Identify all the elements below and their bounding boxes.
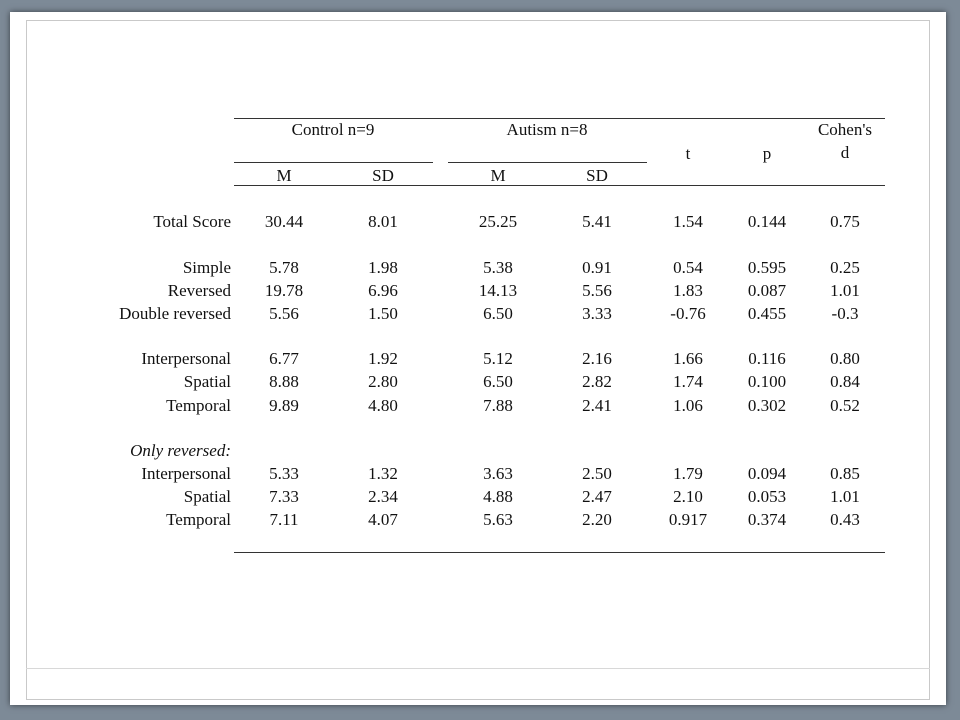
- table-cell: 6.50: [483, 304, 513, 323]
- table-cell: 5.41: [582, 212, 612, 231]
- row-label: Spatial: [183, 487, 231, 506]
- col-header-autism-sd: SD: [586, 166, 608, 185]
- row-label: Only reversed:: [130, 441, 231, 460]
- col-header-autism-m: M: [490, 166, 506, 185]
- table-cell: 1.74: [673, 372, 703, 391]
- table-cell: -0.3: [831, 304, 859, 323]
- table-cell: 0.75: [830, 212, 860, 231]
- table-cell: 2.80: [368, 372, 398, 391]
- col-header-p: p: [762, 144, 772, 163]
- table-cell: 1.06: [673, 396, 703, 415]
- table-cell: 6.50: [483, 372, 513, 391]
- table-cell: 7.33: [269, 487, 299, 506]
- bottom-rule: [234, 552, 885, 553]
- table-cell: 0.302: [747, 396, 787, 415]
- table-cell: 2.20: [582, 510, 612, 529]
- table-cell: 6.96: [368, 281, 398, 300]
- table-cell: 5.38: [483, 258, 513, 277]
- col-header-cohens-d-line2: d: [840, 143, 850, 162]
- table-cell: 9.89: [269, 396, 299, 415]
- table-cell: 2.10: [673, 487, 703, 506]
- table-cell: 6.77: [269, 349, 299, 368]
- table-cell: 25.25: [478, 212, 518, 231]
- table-cell: 0.094: [747, 464, 787, 483]
- table-cell: 0.087: [747, 281, 787, 300]
- table-cell: 0.85: [830, 464, 860, 483]
- table-cell: 0.917: [668, 510, 708, 529]
- table-cell: 1.32: [368, 464, 398, 483]
- table-cell: 5.56: [582, 281, 612, 300]
- table-cell: 2.41: [582, 396, 612, 415]
- table-cell: 1.83: [673, 281, 703, 300]
- table-cell: 1.01: [830, 487, 860, 506]
- table-cell: 0.053: [747, 487, 787, 506]
- top-rule: [234, 118, 885, 119]
- table-cell: 1.79: [673, 464, 703, 483]
- autism-group-rule: [448, 162, 647, 163]
- table-cell: 8.88: [269, 372, 299, 391]
- row-label: Spatial: [183, 372, 231, 391]
- table-cell: 2.47: [582, 487, 612, 506]
- table-cell: 0.25: [830, 258, 860, 277]
- group-header-control: Control n=9: [291, 120, 375, 139]
- table-cell: 0.52: [830, 396, 860, 415]
- row-label: Double reversed: [119, 304, 231, 323]
- table-cell: 0.100: [747, 372, 787, 391]
- table-cell: 7.11: [269, 510, 299, 529]
- table-cell: 1.50: [368, 304, 398, 323]
- table-cell: 0.84: [830, 372, 860, 391]
- table-cell: 5.78: [269, 258, 299, 277]
- table-cell: 19.78: [264, 281, 304, 300]
- table-cell: 5.33: [269, 464, 299, 483]
- table-cell: 1.01: [830, 281, 860, 300]
- table-cell: 0.374: [747, 510, 787, 529]
- table-cell: 5.63: [483, 510, 513, 529]
- table-cell: -0.76: [670, 304, 706, 323]
- header-bottom-rule: [234, 185, 885, 186]
- table-cell: 4.07: [368, 510, 398, 529]
- row-label: Total Score: [153, 212, 231, 231]
- table-cell: 5.56: [269, 304, 299, 323]
- row-label: Temporal: [166, 510, 231, 529]
- table-cell: 0.43: [830, 510, 860, 529]
- table-cell: 2.50: [582, 464, 612, 483]
- table-cell: 1.92: [368, 349, 398, 368]
- footer-divider: [26, 668, 930, 669]
- table-cell: 0.144: [747, 212, 787, 231]
- col-header-t: t: [685, 144, 691, 163]
- col-header-control-sd: SD: [372, 166, 394, 185]
- col-header-cohens-d-line1: Cohen's: [817, 120, 873, 139]
- table-cell: 3.63: [483, 464, 513, 483]
- table-cell: 30.44: [264, 212, 304, 231]
- table-cell: 4.88: [483, 487, 513, 506]
- table-cell: 8.01: [368, 212, 398, 231]
- group-header-autism: Autism n=8: [506, 120, 588, 139]
- table-cell: 2.34: [368, 487, 398, 506]
- table-cell: 14.13: [478, 281, 518, 300]
- control-group-rule: [234, 162, 433, 163]
- table-cell: 0.80: [830, 349, 860, 368]
- table-cell: 1.66: [673, 349, 703, 368]
- table-cell: 0.455: [747, 304, 787, 323]
- table-cell: 0.595: [747, 258, 787, 277]
- table-cell: 0.54: [673, 258, 703, 277]
- table-cell: 3.33: [582, 304, 612, 323]
- table-cell: 2.82: [582, 372, 612, 391]
- table-cell: 0.116: [748, 349, 786, 368]
- table-cell: 4.80: [368, 396, 398, 415]
- row-label: Temporal: [166, 396, 231, 415]
- row-label: Simple: [182, 258, 231, 277]
- row-label: Interpersonal: [141, 349, 231, 368]
- table-cell: 7.88: [483, 396, 513, 415]
- table-cell: 5.12: [483, 349, 513, 368]
- table-cell: 0.91: [582, 258, 612, 277]
- table-cell: 2.16: [582, 349, 612, 368]
- row-label: Interpersonal: [141, 464, 231, 483]
- table-cell: 1.98: [368, 258, 398, 277]
- slide: [10, 12, 946, 705]
- col-header-control-m: M: [276, 166, 292, 185]
- table-cell: 1.54: [673, 212, 703, 231]
- row-label: Reversed: [167, 281, 231, 300]
